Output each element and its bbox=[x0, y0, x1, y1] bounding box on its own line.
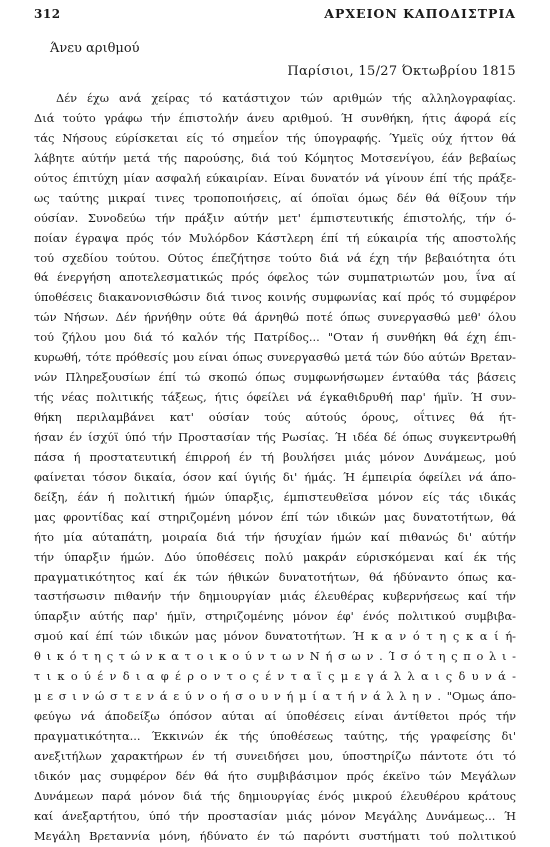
letter-line: μ ε σ ι ν ώ σ τ ε ν ά ε ύ ν ο ή σ ο υ ν ή μ ί α τ ή ν ά λ λ η ν . "Ομως άπο- bbox=[34, 689, 516, 704]
letter-line: ύποθέσεις διακανονισθώσιν διά τινος κοινής συμφωνίας καί πρός τό συμφέρον bbox=[34, 290, 516, 305]
letter-line: τής νέας πολιτικής τάξεως, ήτις όφείλει νά έγκαθιδρυθή παρ' ήμϊν. Ή συν- bbox=[34, 390, 516, 405]
letter-line: ποίαν έγραψα πρός τόν Μυλόρδον Κάστλερη έπί τή εύκαιρία τής αποστολής bbox=[34, 230, 516, 245]
letter-line: τάς Νήσους εύρίσκεται είς τό σημεΐον τής ύπογραφής. Ύμεϊς ούχ ήττον θά bbox=[34, 130, 516, 145]
letter-line: μας φροντίδας καί στηριζομένη μόνον έπί τών ιδικών μας δυνατοτήτων, θά bbox=[34, 509, 516, 524]
letter-line: Διά τούτο γράφω τήν έπιστολήν άνευ αριθμού. Ή συνθήκη, ήτις άφορά είς bbox=[34, 110, 516, 125]
letter-line: ούτος έπιτύχη μίαν ασφαλή εύκαιρίαν. Είναι δυνατόν νά γίνουν έπί τής πράξε- bbox=[34, 170, 516, 185]
letter-line: τού ζήλου μου διά τό καλόν τής Πατρίδος... "Οταν ή συνθήκη θά έχη έπι- bbox=[34, 330, 516, 345]
letter-line: φεύγω νά άποδείξω όπόσον αύται αί ύποθέσεις είναι άντίθετοι πρός τήν bbox=[34, 709, 516, 724]
letter-line: ήσαν έν ίσχύϊ ύπό τήν Προστασίαν τής Ρωσίας. Ή ιδέα δέ όπως συγκεντρωθή bbox=[34, 429, 516, 444]
letter-dateline: Παρίσιοι, 15/27 Όκτωβρίου 1815 bbox=[287, 64, 516, 79]
letter-line: φαίνεται τόσον δικαία, όσον καί ύγιής δι' ήμάς. Ή έμπειρία όφείλει νά άπο- bbox=[34, 469, 516, 484]
letter-line: θήκη περιλαμβάνει κατ' ούσίαν τούς αύτούς όρους, οΐτινες θά ήτ- bbox=[34, 410, 516, 424]
letter-line: τ ι κ ο ύ έ ν δ ι α φ έ ρ ο ν τ ο ς έ ν τ α ϊ ς μ ε γ ά λ λ α ι ς δ υ ν ά - bbox=[34, 669, 516, 684]
letter-line: τήν ύπαρξιν ήμών. Δύο ύποθέσεις πολύ μακράν εύρισκόμεναι καί έκ τής bbox=[34, 549, 516, 564]
letter-line: Μεγάλη Βρεταννία μόνη, ήδύνατο έν τώ παρόντι συστήματι τού πολιτικού bbox=[34, 828, 516, 843]
letter-line: νών Πληρεξουσίων έπί τώ σκοπώ όπως συμφωνήσωμεν ένταύθα τάς βάσεις bbox=[34, 370, 516, 385]
page-number: 312 bbox=[34, 7, 61, 21]
running-title: ΑΡΧΕΙΟΝ ΚΑΠΟΔΙΣΤΡΙΑ bbox=[324, 6, 516, 21]
letter-line: τών Νήσων. Δέν ήρνήθην ούτε θά άρνηθώ ποτέ όπως συνεργασθώ μεθ' όλου bbox=[34, 310, 516, 325]
letter-line: θ ι κ ό τ η ς τ ώ ν κ α τ ο ι κ ο ύ ν τ ω ν Ν ή σ ω ν . Ί σ ό τ η ς π ο λ ι - bbox=[34, 649, 516, 664]
letter-line: λάβητε αύτήν μετά τής παρούσης, διά τού Κόμητος Μοτσενίγου, έάν βεβαίως bbox=[34, 150, 516, 165]
letter-line: πάσα ή προστατευτική έπιρροή έν τή βουλήσει μιάς μόνον Δυνάμεως, μού bbox=[34, 449, 516, 464]
letter-body bbox=[34, 89, 516, 847]
letter-line: ως ταύτης μικραί τινες τροποποιήσεις, αί όποϊαι όμως δέν θά θίξουν τήν bbox=[34, 190, 516, 205]
letter-reference: Άνευ αριθμού bbox=[50, 41, 140, 56]
letter-line: ανεξιτήλων χαρακτήρων έν τή συνειδήσει μου, ύποστηρίζω πάντοτε ότι τό bbox=[34, 748, 516, 763]
letter-line: ταστήσωσιν πιθανήν τήν δημιουργίαν μιάς έλευθέρας κυβερνήσεως καί τήν bbox=[34, 589, 516, 604]
letter-line: ήτο μία αύταπάτη, μοιραία διά τήν ήσυχίαν ήμών καί πιθανώς δι' αύτήν bbox=[34, 529, 516, 544]
letter-line: ύπαρξιν αύτής παρ' ήμϊν, στηριζομένης μόνον έφ' ένός πολιτικού συμβιβα- bbox=[34, 609, 516, 624]
letter-line: Δυνάμεων παρά μόνον διά τής δημιουργίας ένός μικρού έλευθέρου κράτους bbox=[34, 788, 516, 803]
letter-line: Δέν έχω ανά χείρας τό κατάστιχον τών αριθμών τής αλληλογραφίας. bbox=[56, 91, 516, 105]
letter-line: κυρωθή, τότε πρόθεσίς μου είναι όπως συνεργασθώ μετά τών δύο αύτών Βρεταν- bbox=[34, 350, 516, 365]
letter-line: καί άνεξαρτήτου, ύπό τήν προστασίαν μιάς μόνον Μεγάλης Δυνάμεως... Ή bbox=[34, 808, 516, 823]
letter-line: θά ένεργήση αποτελεσματικώς πρός όφελος τών συμπατριωτών μου, ΐνα αί bbox=[34, 270, 516, 285]
letter-line: σμού καί έπί τών ιδικών μας μόνον δυνατοτήτων. Ή κ α ν ό τ η ς κ α ί ή- bbox=[34, 629, 516, 644]
page-header bbox=[34, 6, 516, 26]
letter-line: πραγματικότητος καί έκ τών ήθικών δυνατοτήτων, θά ήδύναντο όπως κα- bbox=[34, 569, 516, 584]
letter-line: τού σχεδίου τούτου. Ούτος έπεζήτησε τούτο διά νά έχη τήν βεβαιότητα ότι bbox=[34, 250, 516, 265]
letter-line: δείξη, έάν ή πολιτική ήμών ύπαρξις, έμπιστευθεϊσα μόνον είς τάς ιδικάς bbox=[34, 489, 516, 504]
letter-line: πραγματικότητα... Έκκινών έκ τής ύποθέσεως ταύτης, τής γραφείσης δι' bbox=[34, 729, 516, 743]
letter-line: ούσίαν. Συνοδεύω τήν πράξιν αύτήν μετ' έμπιστευτικής έπιστολής, τήν ό- bbox=[34, 210, 516, 225]
letter-line: ιδικόν μας συμφέρον δέν θά ήτο συμβιβάσιμον πρός έκεϊνο τών Μεγάλων bbox=[34, 768, 516, 783]
